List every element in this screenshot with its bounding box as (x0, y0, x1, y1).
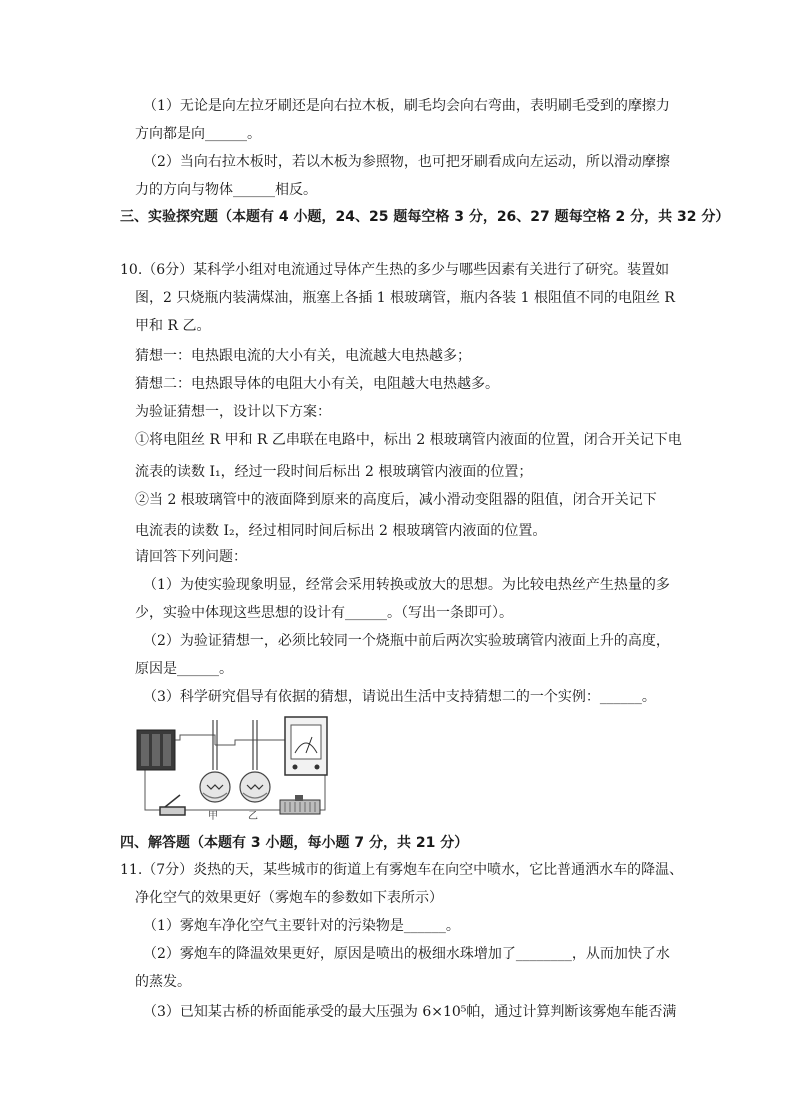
battery-icon (137, 730, 175, 770)
q11-answer2-line1: （2）雾炮车的降温效果更好，原因是喷出的极细水珠增加了________，从而加快了水 (143, 946, 670, 962)
section-3-heading: 三、实验探究题（本题有 4 小题，24、25 题每空格 3 分，26、27 题每空格 2 分，共 32 分） (120, 209, 730, 225)
q10-guess2: 猜想二：电热跟导体的电阻大小有关，电阻越大电热越多。 (135, 376, 499, 392)
ammeter-icon (285, 717, 327, 775)
figure-label-jia: 甲 (208, 811, 218, 822)
q9-part2-line2: 力的方向与物体______相反。 (135, 182, 317, 198)
flask-yi-icon (240, 720, 270, 802)
q11-answer2-line2: 的蒸发。 (135, 974, 191, 990)
q10-stem-line3: 甲和 R 乙。 (135, 318, 211, 334)
q10-guess1: 猜想一：电热跟电流的大小有关，电流越大电热越多； (135, 348, 471, 364)
experiment-apparatus-figure (135, 715, 335, 823)
q10-answer3: （3）科学研究倡导有依据的猜想，请说出生活中支持猜想二的一个实例：______。 (143, 689, 656, 705)
figure-label-yi: 乙 (248, 811, 258, 822)
q10-step2-line2: 电流表的读数 I₂，经过相同时间后标出 2 根玻璃管内液面的位置。 (135, 523, 547, 539)
q10-answer1-line2: 少，实验中体现这些思想的设计有______。（写出一条即可）。 (135, 605, 513, 621)
q11-answer3: （3）已知某古桥的桥面能承受的最大压强为 6×10⁵帕，通过计算判断该雾炮车能否满 (143, 1004, 677, 1020)
circuit-diagram (135, 715, 335, 823)
q10-plan-intro: 为验证猜想一，设计以下方案： (135, 404, 331, 420)
q10-answer2-line1: （2）为验证猜想一，必须比较同一个烧瓶中前后两次实验玻璃管内液面上升的高度， (143, 633, 670, 649)
q10-stem-line2: 图，2 只烧瓶内装满煤油，瓶塞上各插 1 根玻璃管，瓶内各装 1 根阻值不同的电阻丝 R (135, 290, 675, 306)
q10-step1-line2: 流表的读数 I₁，经过一段时间后标出 2 根玻璃管内液面的位置； (135, 464, 533, 480)
flask-jia-icon (200, 720, 230, 802)
q10-answer1-line1: （1）为使实验现象明显，经常会采用转换或放大的思想。为比较电热丝产生热量的多 (143, 577, 670, 593)
q10-ask: 请回答下列问题： (135, 549, 247, 565)
q9-part1-line1: （1）无论是向左拉牙刷还是向右拉木板，刷毛均会向右弯曲，表明刷毛受到的摩擦力 (143, 98, 670, 114)
q11-stem-line1: 11.（7分）炎热的天，某些城市的街道上有雾炮车在向空中喷水，它比普通洒水车的降温、 (120, 862, 684, 878)
q11-answer1: （1）雾炮车净化空气主要针对的污染物是______。 (143, 918, 460, 934)
q11-stem-line2: 净化空气的效果更好（雾炮车的参数如下表所示） (135, 890, 443, 906)
q10-stem-line1: 10.（6分）某科学小组对电流通过导体产生热的多少与哪些因素有关进行了研究。装置如 (120, 262, 670, 278)
q10-step1-line1: ①将电阻丝 R 甲和 R 乙串联在电路中，标出 2 根玻璃管内液面的位置，闭合开关记下电 (135, 432, 682, 448)
rheostat-icon (280, 795, 320, 814)
q9-part1-line2: 方向都是向______。 (135, 126, 261, 142)
section-4-heading: 四、解答题（本题有 3 小题，每小题 7 分，共 21 分） (120, 835, 469, 851)
q10-step2-line1: ②当 2 根玻璃管中的液面降到原来的高度后，减小滑动变阻器的阻值，闭合开关记下 (135, 492, 657, 508)
q10-answer2-line2: 原因是______。 (135, 661, 233, 677)
q9-part2-line1: （2）当向右拉木板时，若以木板为参照物，也可把牙刷看成向左运动，所以滑动摩擦 (143, 154, 670, 170)
switch-icon (160, 795, 185, 815)
